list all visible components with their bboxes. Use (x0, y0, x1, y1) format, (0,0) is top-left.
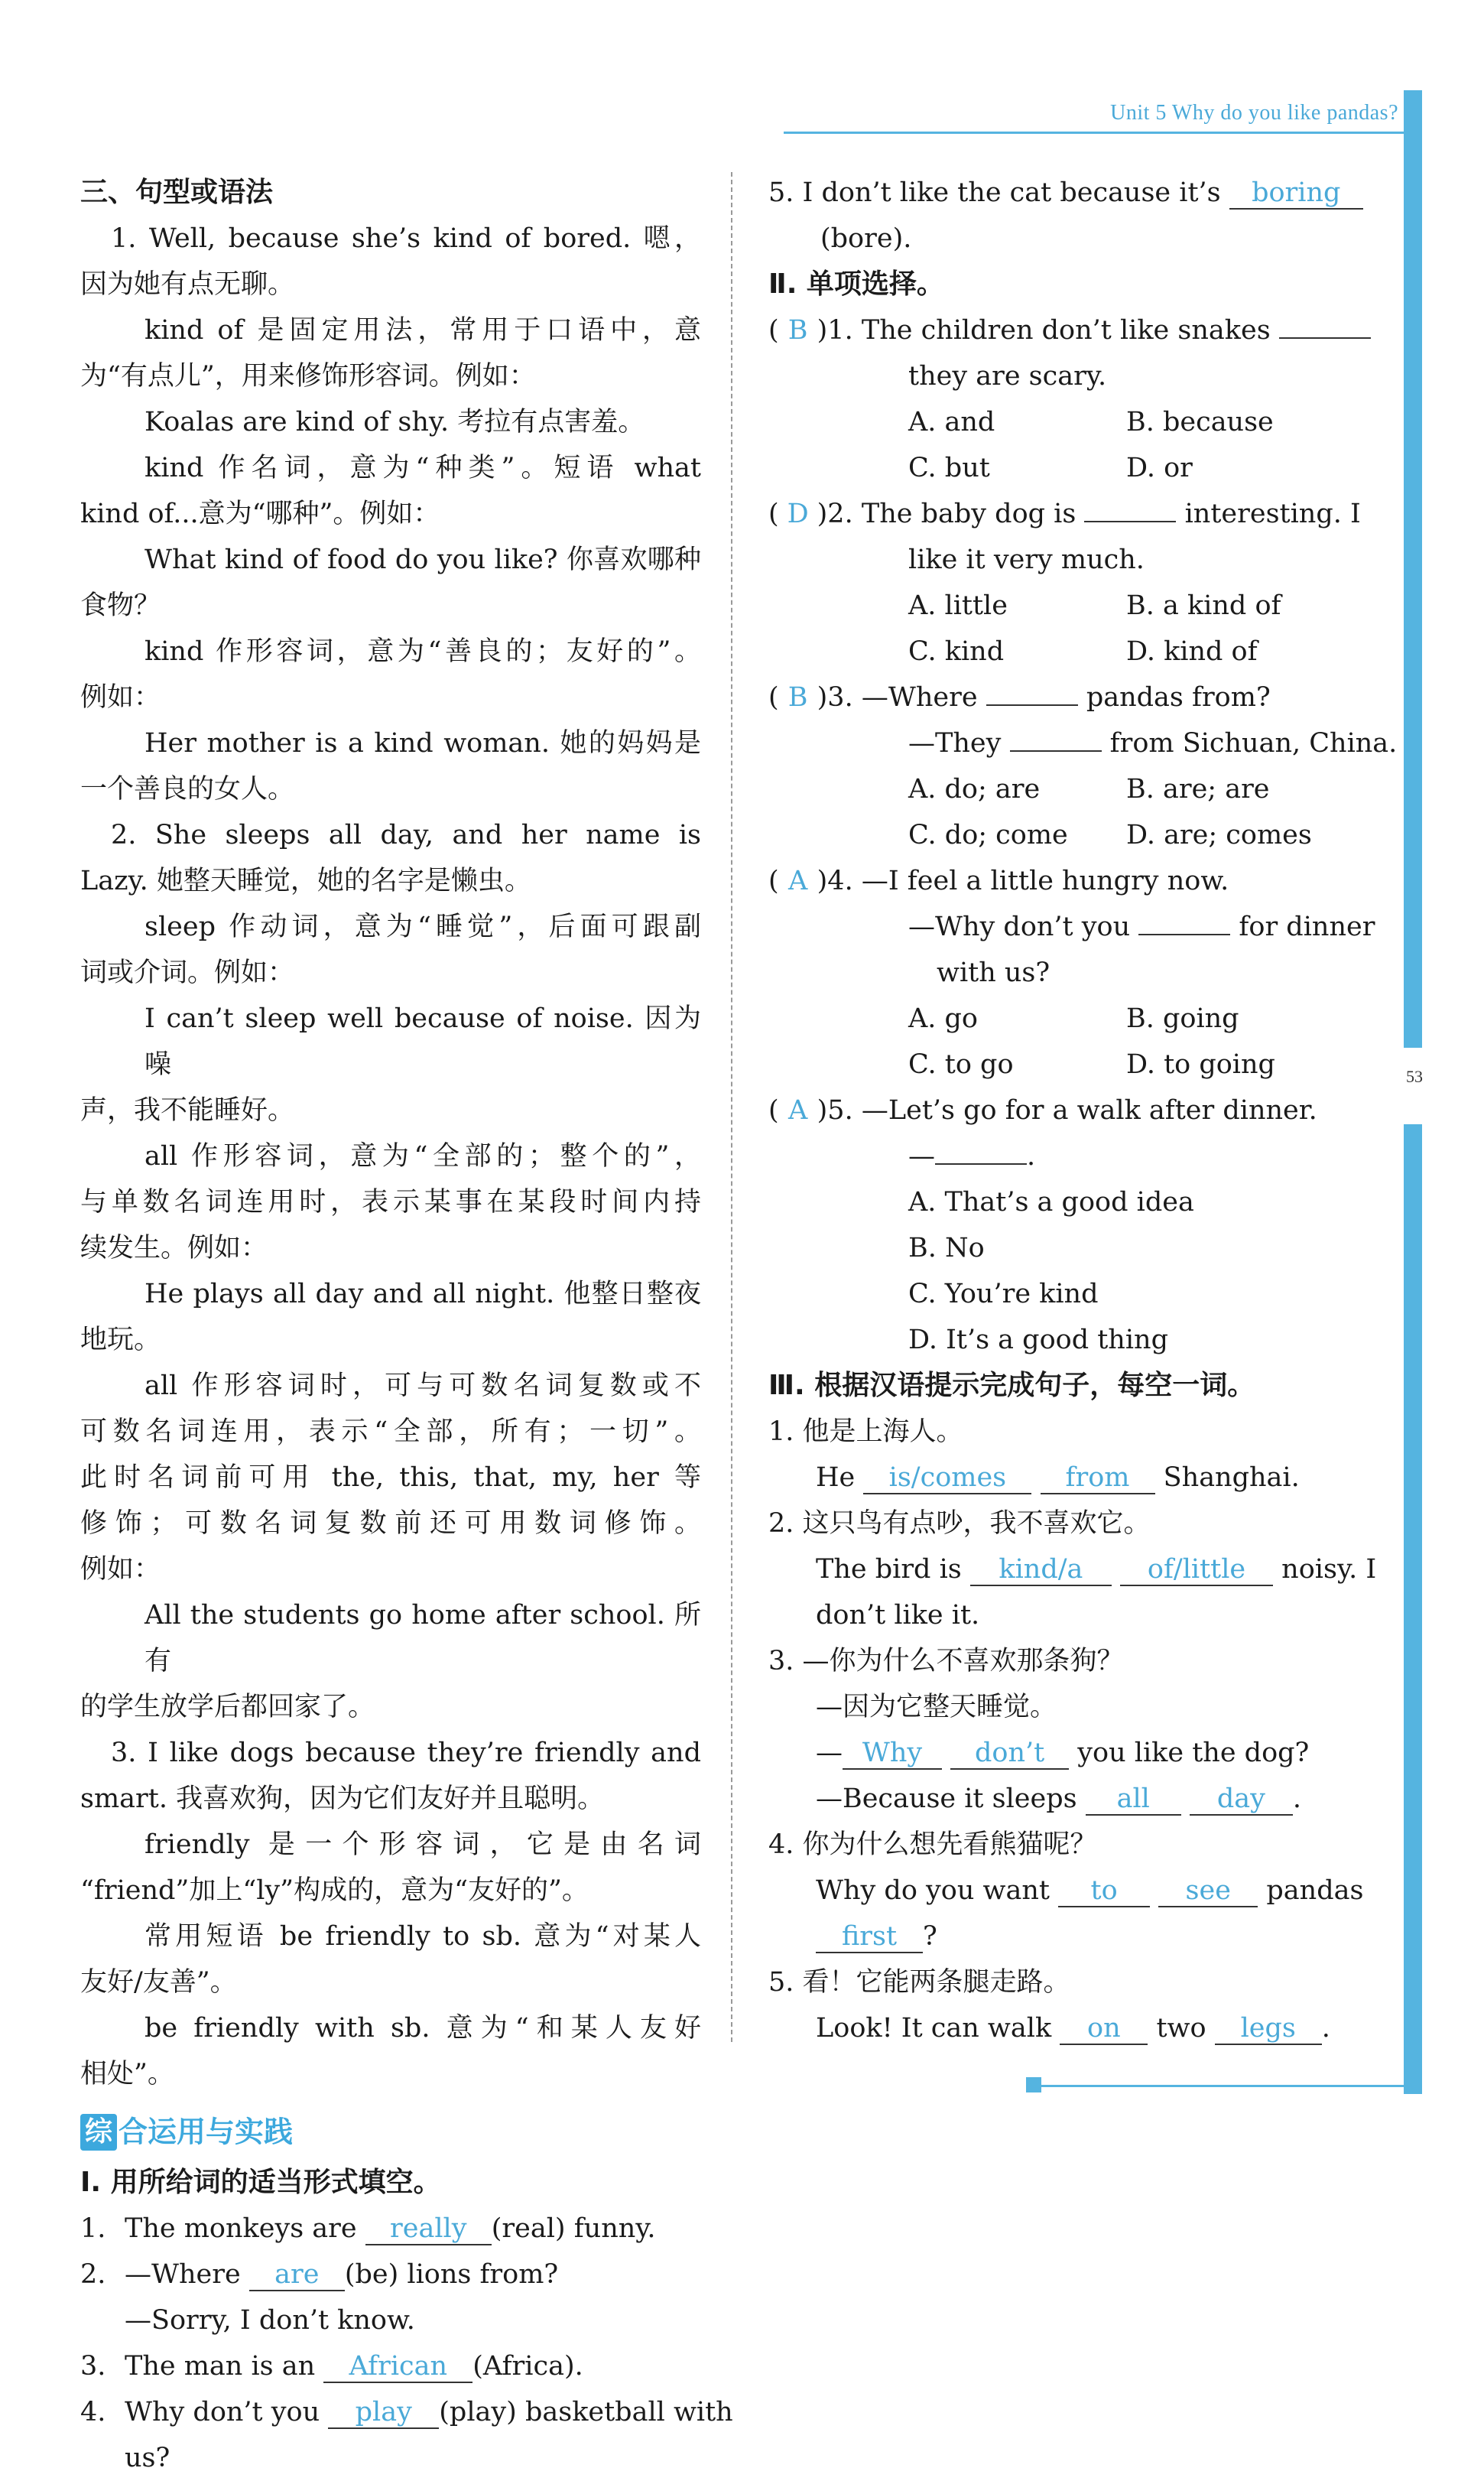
grammar-text: be friendly with sb. 意为“和某人友好 (145, 2013, 701, 2044)
grammar-text: 此时名词前可用 the, this, that, my, her 等 (80, 1462, 701, 1493)
question-number: )1. (817, 315, 853, 346)
answer-blank[interactable]: kind/a (970, 1554, 1112, 1586)
answer-blank[interactable]: are (249, 2259, 345, 2291)
option-c[interactable]: C. do; come (908, 820, 1068, 850)
question-text: Why don’t you (125, 2396, 320, 2427)
question-text: —Because it sleeps (816, 1784, 1077, 1814)
grammar-text: 地玩。 (80, 1325, 161, 1355)
question-text: like it very much. (908, 545, 1145, 575)
complete-item-4-cont (768, 1914, 1391, 1959)
question-text: (real) funny. (491, 2213, 656, 2244)
question-text: with us? (937, 958, 1050, 988)
question-text: pandas from? (1086, 682, 1271, 713)
mc-options (768, 629, 1391, 675)
option-b[interactable]: B. a kind of (1126, 590, 1281, 621)
answer-blank[interactable]: day (1190, 1784, 1293, 1816)
section-title-complete: Ⅲ. 根据汉语提示完成句子，每空一词。 (768, 1370, 1255, 1401)
option-b[interactable]: B. are; are (1126, 774, 1270, 805)
header-unit-title: Unit 5 Why do you like pandas? (1110, 101, 1398, 125)
question-text: two (1156, 2013, 1206, 2044)
question-text: —Where (861, 682, 978, 713)
question-text: Look! It can walk (816, 2013, 1052, 2044)
grammar-text: 相处”。 (80, 2059, 174, 2089)
question-text: you like the dog? (1077, 1738, 1310, 1768)
complete-item-5-cn: 5. 看！它能两条腿走路。 (768, 1967, 1070, 1998)
option-b[interactable]: B. because (1126, 407, 1274, 437)
option-c[interactable]: C. but (908, 453, 990, 483)
question-text: — (908, 1141, 935, 1172)
question-text: noisy. I (1281, 1554, 1377, 1585)
grammar-text: smart. 我喜欢狗，因为它们友好并且聪明。 (80, 1784, 605, 1814)
option-a[interactable]: A. and (908, 407, 995, 437)
blank-line (935, 1163, 1027, 1165)
question-text: He (816, 1462, 856, 1493)
mc-question-5: ( A )5. —Let’s go for a walk after dinner. (768, 1088, 1391, 1133)
answer-blank[interactable]: of/little (1120, 1554, 1273, 1586)
option-a[interactable]: A. little (908, 590, 1008, 621)
question-number: )4. (817, 866, 853, 896)
mc-question-2: ( D )2. The baby dog is interesting. I (768, 491, 1391, 537)
blank-line (1010, 750, 1102, 752)
mc-answer[interactable]: A (788, 866, 808, 896)
answer-blank[interactable]: first (816, 1921, 923, 1953)
blank-line (1084, 521, 1176, 522)
question-text: (play) basketball with (439, 2396, 733, 2427)
question-text: . (1292, 1784, 1301, 1814)
example-sentence: I can’t sleep well because of noise. 因为噪 (145, 1003, 701, 1080)
bottom-square (1026, 2077, 1041, 2092)
fill-item-1 (80, 2206, 701, 2252)
answer-blank[interactable]: legs (1215, 2013, 1322, 2045)
mc-answer[interactable]: A (788, 1095, 808, 1126)
complete-item-3b (768, 1776, 1391, 1822)
grammar-text: 友好/友善”。 (80, 1967, 237, 1998)
complete-item-2 (768, 1546, 1391, 1592)
option-a[interactable]: A. go (908, 1003, 979, 1034)
question-text: from Sichuan, China. (1109, 728, 1398, 759)
blank-line (986, 704, 1078, 706)
option-b[interactable]: B. No (908, 1233, 985, 1263)
question-number: )5. (817, 1095, 853, 1126)
grammar-point-3: 3. I like dogs because they’re friendly and (111, 1738, 701, 1768)
mc-question-4: ( A )4. —I feel a little hungry now. (768, 858, 1391, 904)
grammar-text: 与单数名词连用时，表示某事在某段时间内持 (80, 1187, 701, 1218)
complete-item-3 (768, 1730, 1391, 1776)
answer-blank[interactable]: African (323, 2351, 472, 2383)
question-number: 3. (80, 2350, 106, 2382)
grammar-text: kind 作形容词，意为“善良的；友好的”。 (145, 636, 701, 667)
complete-item-3-cn2: —因为它整天睡觉。 (816, 1692, 1057, 1722)
question-text: . (1321, 2013, 1330, 2044)
section-title-grammar: 三、句型或语法 (80, 177, 274, 208)
grammar-text: “friend”加上“ly”构成的，意为“友好的”。 (80, 1875, 589, 1906)
mc-question-1: ( B )1. The children don’t like snakes (768, 307, 1391, 353)
option-a[interactable]: A. That’s a good idea (908, 1187, 1194, 1218)
mc-options (768, 583, 1391, 629)
question-text: —Let’s go for a walk after dinner. (861, 1095, 1317, 1126)
question-text: pandas (1266, 1875, 1364, 1906)
question-text: 5. I don’t like the cat because it’s (768, 177, 1221, 208)
answer-blank[interactable]: play (328, 2397, 439, 2429)
grammar-text: friendly 是一个形容词，它是由名词 (145, 1829, 701, 1860)
example-sentence: Her mother is a kind woman. 她的妈妈是 (145, 728, 701, 759)
fill-item-4-cont: us? (125, 2442, 170, 2473)
complete-item-5 (768, 2005, 1391, 2051)
question-text (768, 904, 1391, 950)
option-d[interactable]: D. It’s a good thing (908, 1325, 1168, 1355)
answer-blank[interactable]: from (1041, 1462, 1155, 1494)
question-number: )2. (817, 499, 853, 529)
grammar-point-1: 1. Well, because she’s kind of bored. 嗯， (111, 223, 701, 254)
grammar-point-2: 2. She sleeps all day, and her name is (111, 820, 701, 850)
option-c[interactable]: C. to go (908, 1049, 1014, 1080)
complete-item-1-cn: 1. 他是上海人。 (768, 1416, 963, 1447)
example-sentence: What kind of food do you like? 你喜欢哪种 (145, 545, 701, 575)
example-sentence: All the students go home after school. 所有 (145, 1600, 701, 1676)
section-title-choice: Ⅱ. 单项选择。 (768, 268, 944, 300)
grammar-text: Lazy. 她整天睡觉，她的名字是懒虫。 (80, 866, 531, 896)
blank-line (1279, 337, 1371, 339)
question-text: The man is an (125, 2350, 316, 2382)
question-text: The children don’t like snakes (861, 315, 1271, 346)
mc-options (768, 445, 1391, 491)
grammar-text: kind 作名词，意为“种类”。短语 what (145, 453, 701, 483)
fill-item-4 (80, 2389, 733, 2435)
grammar-text: all 作形容词，意为“全部的；整个的”， (145, 1141, 701, 1172)
question-text: —They (908, 728, 1002, 759)
mc-answer[interactable]: B (787, 315, 808, 346)
question-number: )3. (817, 682, 853, 713)
question-text: Shanghai. (1163, 1462, 1300, 1493)
question-text: The monkeys are (125, 2213, 357, 2244)
complete-item-1 (768, 1455, 1391, 1501)
fill-item-2-reply: —Sorry, I don’t know. (125, 2304, 415, 2336)
answer-blank[interactable]: see (1158, 1875, 1258, 1907)
mc-question-3: ( B )3. —Where pandas from? (768, 675, 1391, 720)
option-c[interactable]: C. kind (908, 636, 1005, 667)
grammar-text: 因为她有点无聊。 (80, 269, 295, 300)
question-text: interesting. I (1184, 499, 1361, 529)
bottom-rule (1038, 2085, 1421, 2087)
section-title-fill: Ⅰ. 用所给词的适当形式填空。 (80, 2166, 441, 2198)
answer-blank[interactable]: don’t (950, 1738, 1069, 1770)
option-c[interactable]: C. You’re kind (908, 1279, 1099, 1309)
grammar-text: 食物？ (80, 590, 161, 621)
mc-options (768, 812, 1391, 858)
blank-line (1138, 934, 1230, 935)
practice-title: 合运用与实践 (119, 2115, 294, 2149)
answer-blank[interactable]: all (1086, 1784, 1181, 1816)
complete-item-2-cn: 2. 这只鸟有点吵，我不喜欢它。 (768, 1508, 1151, 1539)
question-text: The bird is (816, 1554, 962, 1585)
option-d[interactable]: D. are; comes (1126, 820, 1312, 850)
option-d[interactable]: D. kind of (1126, 636, 1258, 667)
question-text: The baby dog is (861, 499, 1076, 529)
question-text: —I feel a little hungry now. (861, 866, 1229, 896)
grammar-text: 例如： (80, 1554, 161, 1585)
grammar-text: 的学生放学后都回家了。 (80, 1692, 375, 1722)
grammar-text: 为“有点儿”，用来修饰形容词。例如： (80, 361, 536, 392)
mc-options (768, 766, 1391, 812)
answer-blank[interactable]: Why (843, 1738, 942, 1770)
fill-item-2 (80, 2252, 701, 2297)
example-sentence: Koalas are kind of shy. 考拉有点害羞。 (145, 407, 645, 437)
question-text: — . (908, 1141, 1036, 1172)
header-rule (784, 132, 1418, 134)
answer-blank[interactable]: really (365, 2213, 492, 2245)
complete-item-4-cn: 4. 你为什么想先看熊猫呢？ (768, 1829, 1097, 1860)
option-b[interactable]: B. going (1126, 1003, 1239, 1034)
fill-item-3 (80, 2343, 701, 2389)
grammar-text: 续发生。例如： (80, 1233, 268, 1263)
grammar-text: 声，我不能睡好。 (80, 1095, 295, 1126)
question-text: (be) lions from? (344, 2258, 559, 2290)
question-text: they are scary. (908, 361, 1107, 392)
grammar-text: 修饰；可数名词复数前还可用数词修饰。 (80, 1508, 701, 1539)
option-d[interactable]: D. to going (1126, 1049, 1275, 1080)
grammar-text: sleep 作动词，意为“睡觉”，后面可跟副 (145, 912, 701, 942)
right-column (768, 170, 1398, 2051)
question-number: 2. (80, 2258, 106, 2290)
zong-badge: 综 (80, 2114, 117, 2151)
complete-item-3-cn: 3. —你为什么不喜欢那条狗？ (768, 1646, 1124, 1676)
answer-blank[interactable]: boring (1229, 177, 1363, 210)
grammar-text: 例如： (80, 682, 161, 713)
grammar-text: 可数名词连用，表示“全部，所有；一切”。 (80, 1416, 701, 1447)
question-text: ? (923, 1921, 937, 1952)
complete-item-4 (768, 1868, 1391, 1914)
answer-blank[interactable]: on (1060, 2013, 1148, 2045)
left-column (80, 170, 733, 2481)
mc-answer[interactable]: D (787, 499, 809, 529)
grammar-text: kind of 是固定用法，常用于口语中，意 (145, 315, 701, 346)
question-text: —Where (125, 2258, 241, 2290)
page-number: 53 (1406, 1067, 1423, 1086)
option-a[interactable]: A. do; are (908, 774, 1041, 805)
mc-options (768, 399, 1391, 445)
grammar-text: all 作形容词时，可与可数名词复数或不 (145, 1371, 701, 1401)
fill-item-5 (768, 170, 1391, 216)
column-divider (731, 172, 732, 2042)
grammar-text: kind of...意为“哪种”。例如： (80, 499, 440, 529)
practice-heading (80, 2108, 701, 2155)
mc-answer[interactable]: B (787, 682, 808, 713)
fill-item-5-cont: (bore). (820, 223, 912, 254)
grammar-text: 词或介词。例如： (80, 958, 295, 988)
option-d[interactable]: D. or (1126, 453, 1193, 483)
question-text: (Africa). (472, 2350, 583, 2382)
answer-blank[interactable]: to (1058, 1875, 1150, 1907)
mc-options (768, 996, 1391, 1042)
mc-options (768, 1042, 1391, 1088)
answer-blank[interactable]: is/comes (863, 1462, 1031, 1494)
question-text: don’t like it. (816, 1600, 980, 1631)
example-sentence: He plays all day and all night. 他整日整夜 (145, 1279, 701, 1309)
question-number: 1. (80, 2213, 106, 2244)
question-text: —Why don’t you (908, 912, 1131, 942)
grammar-text: 一个善良的女人。 (80, 774, 295, 805)
question-text (768, 720, 1398, 766)
grammar-text: 常用短语 be friendly to sb. 意为“对某人 (145, 1921, 701, 1952)
question-text: for dinner (1239, 912, 1375, 942)
question-number: 4. (80, 2396, 106, 2427)
question-text: Why do you want (816, 1875, 1050, 1906)
question-text: — (816, 1738, 843, 1768)
